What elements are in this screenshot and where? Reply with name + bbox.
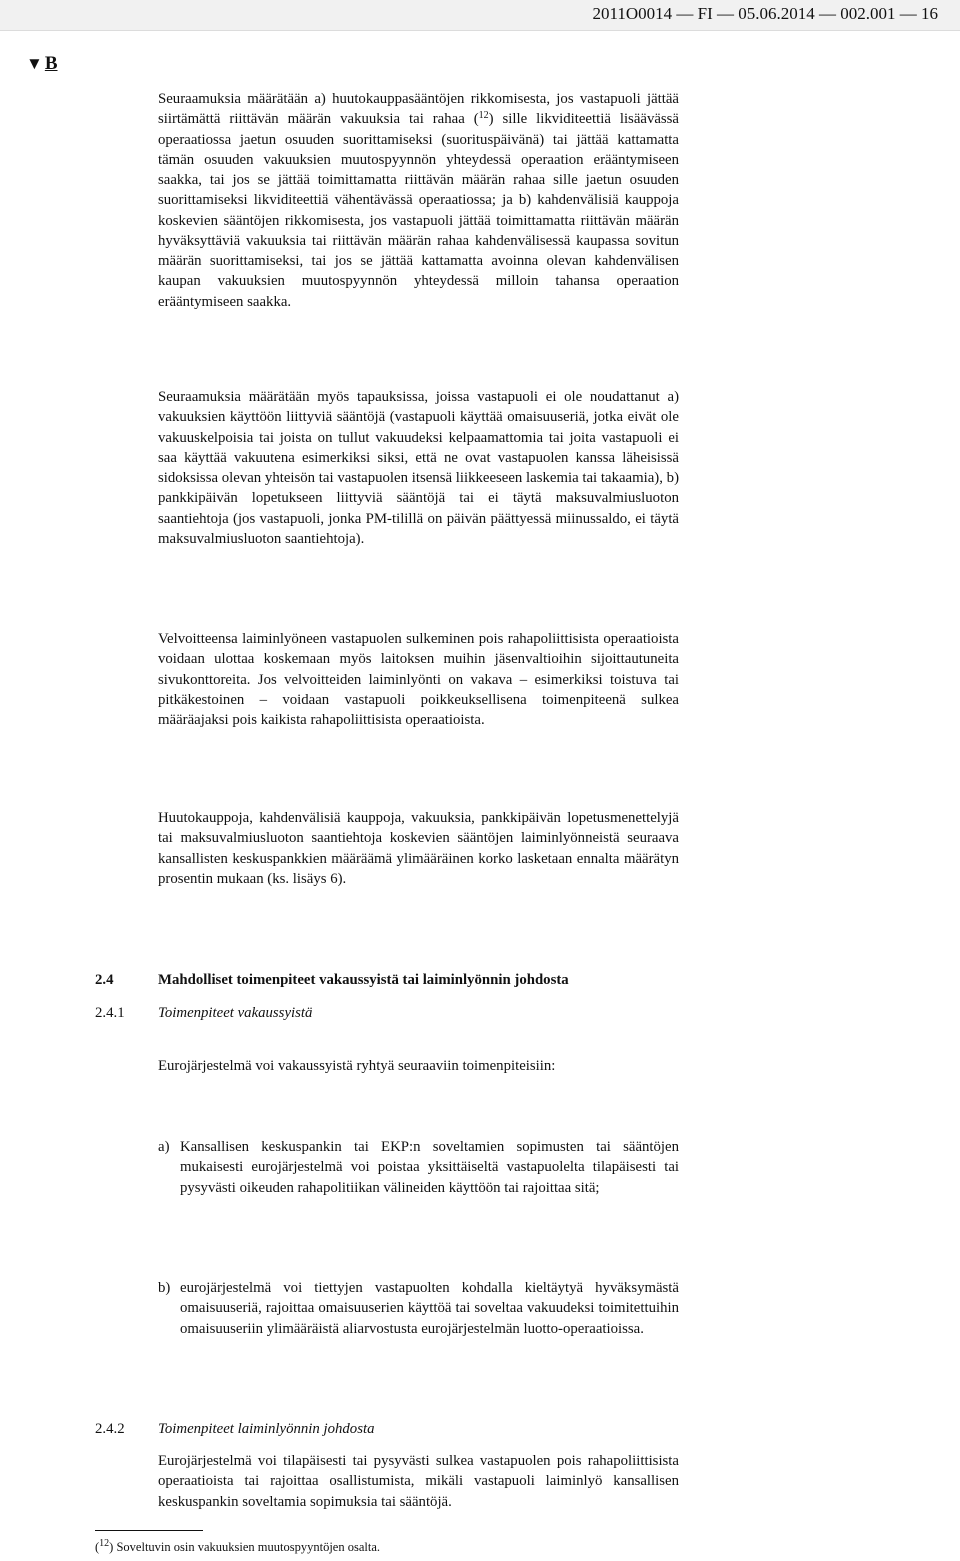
footnote-12: ($^{12}$) Soveltuvin osin vakuuksien muutospyyntöjen osalta. <box>95 1538 380 1554</box>
list-text-b: eurojärjestelmä voi tiettyjen vastapuolten kohdalla kieltäytyä hyväksymästä omaisuuseriä, rajoittaa omaisuuserien käyttöä tai soveltaa vakuudeksi toimitettuihin omaisuuseriin ylimääräistä aliarvostusta eurojärjestelmän luotto-operaatioissa. <box>180 1280 679 1337</box>
triangle-down-icon: ▼ <box>26 54 43 73</box>
footnote-text: Soveltuvin osin vakuuksien muutospyyntöjen osalta. <box>113 1540 380 1554</box>
section-number-2-4-1: 2.4.1 <box>95 1005 125 1021</box>
document-header <box>0 0 960 31</box>
amendment-marker <box>26 52 58 76</box>
list-marker-b: b) <box>158 1280 171 1296</box>
list-item-a <box>158 1137 679 1198</box>
section-number-2-4-2: 2.4.2 <box>95 1421 125 1437</box>
section-title-2-4: Mahdolliset toimenpiteet vakaussyistä tai laiminlyönnin johdosta <box>158 972 569 988</box>
footnote-number: 12 <box>99 1538 110 1549</box>
paragraph-exclusion: Velvoitteensa laiminlyöneen vastapuolen sulkeminen pois rahapoliittisista operaatioista voidaan ulottaa koskemaan myös laitoksen muihin jäsenvaltioihin sijoittautuneita sivukonttoreita. Jos velvoitteiden laiminlyönti on vakava – esimerkiksi toistuva tai pitkäkestoinen – voidaan vastapuoli poikkeuksellisena toimenpiteenä sulkea määräajaksi pois kaikista rahapoliittisista operaatioista. <box>158 631 679 728</box>
list-item-b <box>158 1278 679 1339</box>
section-number-2-4: 2.4 <box>95 972 114 988</box>
paragraph-sanctions-auction: Seuraamuksia määrätään a) huutokauppasääntöjen rikkomisesta, jos vastapuoli jättää siirtämättä riittävän määrän vakuuksia tai rahaa ($^{12}$) sille likviditeettiä lisäävässä operaatiossa jaetun osuuden suorittamiseksi (suorituspäivänä) tai jättää kattamatta tämän osuuden vakuuksien muutospyynnön yhteydessä operaation erääntymiseen saakka, tai jos se jättää toimittamatta riittävän määrän rahaa sille jaetun osuuden suorittamiseksi likviditeettiä vähentävässä operaatiossa; ja b) kahdenvälisiä kauppoja koskevien sääntöjen rikkomisesta, jos vastapuoli jättää toimittamatta riittävän määrän hyväksyttäviä vakuuksia tai riittävän määrän rahaa kahdenvälisessä kaupassa sovitun määrän suorittamiseksi, tai jos se jättää kattamatta avoinna olevan kahdenvälisen kaupan vakuuksien muutospyynnön yhteydessä milloin tahansa operaation erääntymiseen saakka. <box>158 91 680 310</box>
amendment-label: B <box>44 53 58 74</box>
footnote-divider <box>95 1530 203 1531</box>
section-title-2-4-1: Toimenpiteet vakaussyistä <box>158 1005 313 1021</box>
paragraph-sanctions-collateral: Seuraamuksia määrätään myös tapauksissa, joissa vastapuoli ei ole noudattanut a) vakuuksien käyttöön liittyviä sääntöjä (vastapuoli käyttää omaisuuseriä, jotka eivät ole vakuuskelpoisia tai joista on tullut vakuudeksi kelpaamattomia tai joita vastapuoli ei saa käyttää vakuutena esimerkiksi siksi, että ne ovat vastapuolen kanssa läheisissä sidoksissa olevan yhteisön tai vastapuolen itsensä liikkeeseen laskemia tai takaamia), b) pankkipäivän lopetukseen liittyviä sääntöjä tai ei täytä maksuvalmiusluoton saantiehtoja (jos vastapuoli, jonka PM-tilillä on päivän päättyessä miinussaldo, ei täytä maksuvalmiusluoton saantiehtoja). <box>158 389 679 547</box>
list-marker-a: a) <box>158 1139 170 1155</box>
paragraph-penalty-interest: Huutokauppoja, kahdenvälisiä kauppoja, vakuuksia, pankkipäivän lopetusmenettelyjä tai maksuvalmiusluoton saantiehtoja koskevien sääntöjen laiminlyönneistä seuraava kansallisten keskuspankkien määräämä ylimääräinen korko lasketaan ennalta määrätyn prosentin mukaan (ks. lisäys 6). <box>158 810 679 887</box>
paragraph-prudential-intro: Eurojärjestelmä voi vakaussyistä ryhtyä seuraaviin toimenpiteisiin: <box>158 1058 556 1074</box>
document-reference: 2011O0014 — FI — 05.06.2014 — 002.001 — 16 <box>592 4 938 23</box>
list-text-a: Kansallisen keskuspankin tai EKP:n soveltamien sopimusten tai sääntöjen mukaisesti eurojärjestelmä voi poistaa yksittäiseltä vastapuolelta tilapäisesti tai pysyvästi oikeuden rahapolitiikan välineiden käyttöön tai rajoittaa sitä; <box>180 1139 679 1196</box>
paragraph-non-compliance: Eurojärjestelmä voi tilapäisesti tai pysyvästi sulkea vastapuolen pois rahapoliittisista operaatioista tai rajoittaa osallistumista, mikäli vastapuoli laiminlyö kansallisen keskuspankin soveltamia sopimuksia tai sääntöjä. <box>158 1453 679 1510</box>
section-title-2-4-2: Toimenpiteet laiminlyönnin johdosta <box>158 1421 375 1437</box>
footnote-reference: 12 <box>478 110 489 122</box>
